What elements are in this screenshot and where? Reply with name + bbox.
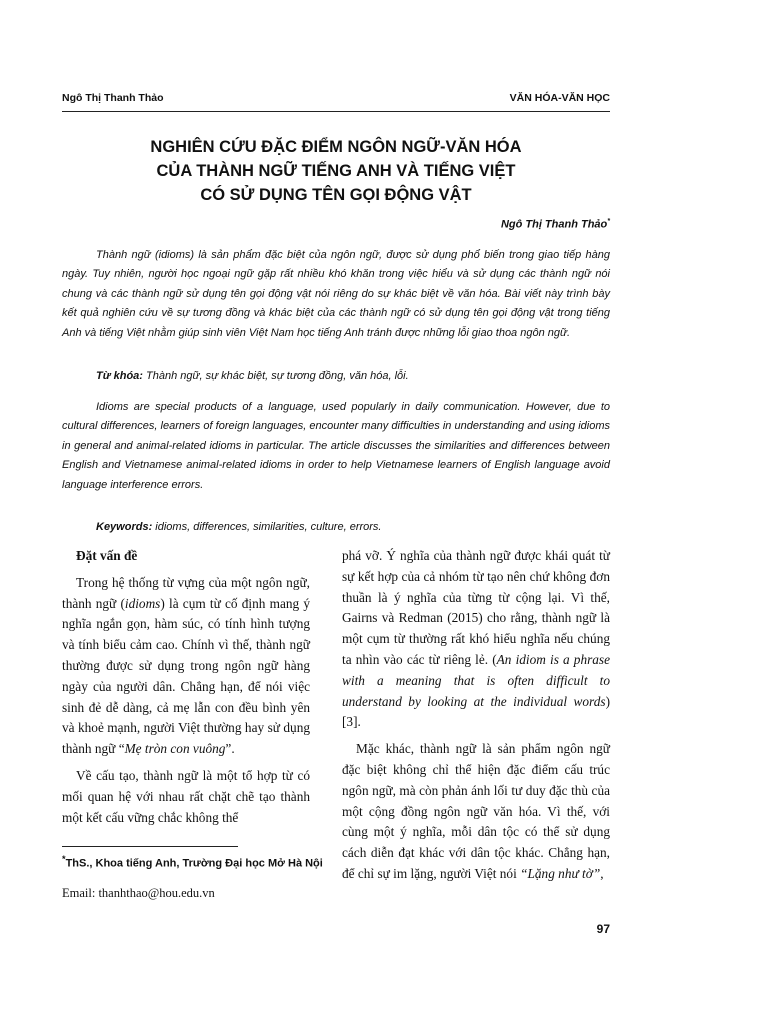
text-run: ) là cụm từ cố định mang ý nghĩa ngắn gọn, hàm súc, có tính hình tượng và tính biểu cảm cao. Chính vì thế, thành ngữ thường được sử dụng trong ngôn ngữ hàng ngày của người dân. Chẳng hạn, để nói việc sinh đẻ dễ dàng, cả mẹ lẫn con đều bình yên và khoẻ mạnh, người Việt thường hay sử dụng thành ngữ “ xyxy=(62,595,311,757)
body-paragraph xyxy=(342,739,610,885)
body-column-left xyxy=(62,546,310,828)
text-run: , xyxy=(600,865,604,881)
text-run: Trong hệ thống từ vựng của một ngôn ngữ, thành ngữ ( xyxy=(62,574,310,611)
body-paragraph: Về cấu tạo, thành ngữ là một tổ hợp từ có mối quan hệ với nhau rất chặt chẽ tạo thành một kết cấu vững chắc không thể xyxy=(62,767,310,825)
text-run: Mặc khác, thành ngữ là sản phẩm ngôn ngữ đặc biệt không chỉ thể hiện đặc điểm cấu trúc ngôn ngữ, mà còn phản ánh lối tư duy đặc thù của một cộng đồng ngôn ngữ văn hóa. Vì thế, với cùng một ý nghĩa, mỗi dân tộc có thể sử dụng cách diễn đạt khác với dân tộc khác. Chẳng hạn, để chỉ sự im lặng, người Việt nói xyxy=(342,741,610,881)
page-number: 97 xyxy=(596,922,610,936)
header-section: VĂN HÓA-VĂN HỌC xyxy=(509,92,610,104)
footnote-marker: * xyxy=(62,854,66,864)
footnote-email-wrap xyxy=(62,884,215,902)
body-paragraph xyxy=(342,546,610,733)
keywords-english xyxy=(62,521,610,533)
article-title xyxy=(62,135,610,207)
footnote-rule xyxy=(62,846,238,847)
term-idioms: idioms xyxy=(124,595,161,611)
section-heading: Đặt vấn đề xyxy=(76,548,138,563)
idiom-quote: “Lặng như tờ” xyxy=(520,865,601,881)
author-footnote xyxy=(62,852,332,871)
keywords-en-list: idioms, differences, similarities, culture, errors. xyxy=(152,521,382,533)
english-definition-quote: An idiom is a phrase with a meaning that is often difficult to understand by looking at the individual words xyxy=(342,651,610,709)
footnote-affiliation: ThS., Khoa tiếng Anh, Trường Đại học Mở Hà Nội xyxy=(65,857,323,870)
text-run: ) [3]. xyxy=(342,693,610,730)
abstract-english: Idioms are special products of a language, used popularly in daily communication. However, due to cultural differences, learners of foreign languages, encounter many difficulties in understanding and using idioms in general and animal-related idioms in particular. The article discusses the similarities and differences between English and Vietnamese animal-related idioms in order to help Vietnamese learners of English language avoid language interference errors. xyxy=(62,401,610,491)
author-byline xyxy=(501,218,610,231)
keywords-vi-label: Từ khóa: xyxy=(96,370,143,382)
header-author: Ngô Thị Thanh Thảo xyxy=(62,92,164,104)
idiom-quote: Mẹ tròn con vuông xyxy=(124,741,226,757)
body-column-right xyxy=(342,546,610,885)
keywords-vietnamese xyxy=(62,370,610,382)
keywords-en-label: Keywords: xyxy=(96,521,153,533)
author-footnote-marker: * xyxy=(607,218,610,225)
title-line-2: CỦA THÀNH NGỮ TIẾNG ANH VÀ TIẾNG VIỆT xyxy=(156,162,516,180)
title-line-1: NGHIÊN CỨU ĐẶC ĐIỂM NGÔN NGỮ-VĂN HÓA xyxy=(150,138,522,156)
header-rule xyxy=(62,111,610,112)
running-header xyxy=(62,92,610,108)
title-line-3: CÓ SỬ DỤNG TÊN GỌI ĐỘNG VẬT xyxy=(200,186,472,204)
keywords-vi-list: Thành ngữ, sự khác biệt, sự tương đồng, văn hóa, lỗi. xyxy=(142,370,409,382)
abstract-vietnamese: Thành ngữ (idioms) là sản phẩm đặc biệt của ngôn ngữ, được sử dụng phổ biến trong giao tiếp hàng ngày. Tuy nhiên, người học ngoại ngữ gặp rất nhiều khó khăn trong việc hiểu và sử dụng các thành ngữ nói chung và các thành ngữ sử dụng tên gọi động vật nói riêng do sự khác biệt về văn hóa. Bài viết này trình bày kết quả nghiên cứu về sự tương đồng và khác biệt của các thành ngữ có sử dụng tên gọi động vật trong tiếng Anh và tiếng Việt nhằm giúp sinh viên Việt Nam học tiếng Anh tránh được những lỗi giao thoa ngôn ngữ. xyxy=(62,249,610,339)
text-run: phá vỡ. Ý nghĩa của thành ngữ được khái quát từ sự kết hợp của cả nhóm từ tạo nên chứ không đơn thuần là ý nghĩa của từng từ cộng lại. Vì thế, Gairns và Redman (2015) cho rằng, thành ngữ là một cụm từ thường rất khó hiểu nghĩa nếu chúng ta nhìn vào các từ riêng lẻ. ( xyxy=(342,548,610,667)
text-run: ”. xyxy=(225,741,235,757)
author-name: Ngô Thị Thanh Thảo xyxy=(500,218,608,231)
author-email: Email: thanhthao@hou.edu.vn xyxy=(62,886,215,900)
body-paragraph xyxy=(62,573,310,760)
